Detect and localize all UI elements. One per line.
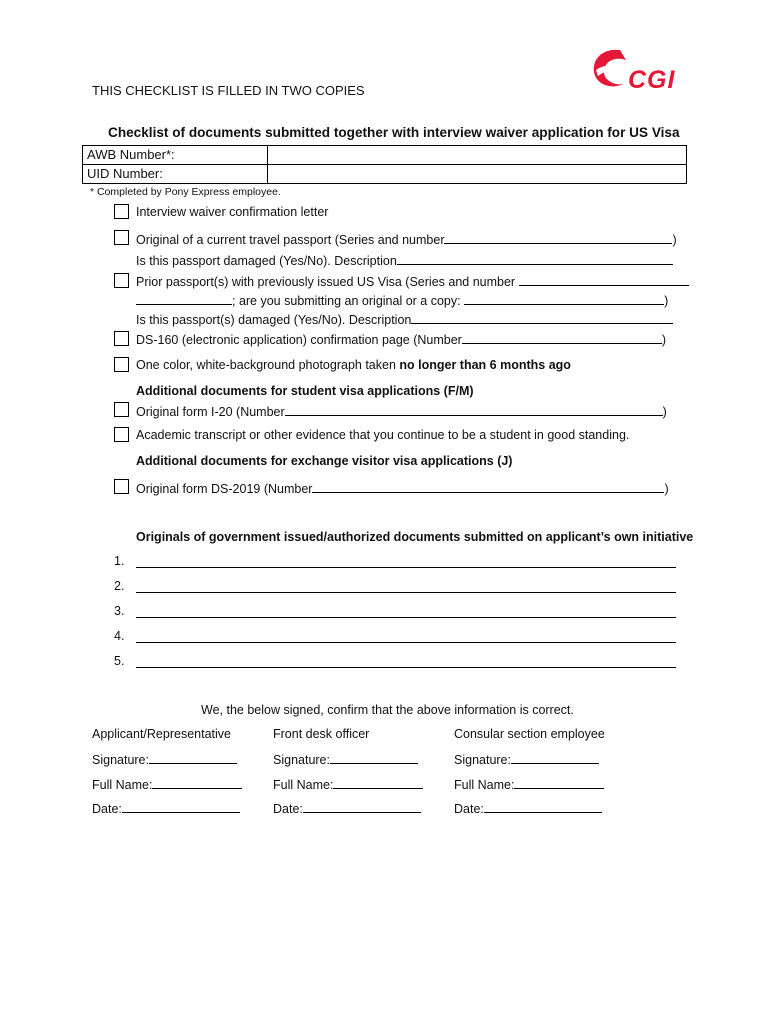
col3-date — [454, 800, 602, 816]
col2-title: Front desk officer — [273, 727, 370, 741]
prior-passport-cont-label: ; are you submitting an original or a copy: — [232, 294, 461, 308]
list-number: 4. — [114, 629, 125, 643]
item-prior-passport — [136, 273, 689, 289]
item-interview-waiver: Interview waiver confirmation letter — [136, 205, 329, 219]
prior-passport-line[interactable] — [519, 273, 689, 286]
list-number: 5. — [114, 654, 125, 668]
closing-paren: ) — [664, 294, 669, 308]
item-transcript: Academic transcript or other evidence that you continue to be a student in good standing. — [136, 428, 630, 442]
full-name-label: Full Name: — [273, 778, 334, 792]
prior-passport-line-2[interactable] — [136, 292, 232, 305]
i20-number-line[interactable] — [285, 403, 663, 416]
item-i20 — [136, 403, 667, 419]
col3-title: Consular section employee — [454, 727, 605, 741]
prior-passport-label: Prior passport(s) with previously issued US Visa (Series and number — [136, 275, 516, 289]
uid-label: UID Number: — [83, 165, 268, 184]
date-line[interactable] — [122, 800, 240, 813]
date-line[interactable] — [303, 800, 421, 813]
exchange-heading: Additional documents for exchange visitor visa applications (J) — [136, 454, 513, 468]
checkbox-i20[interactable] — [114, 402, 129, 417]
list-number: 3. — [114, 604, 125, 618]
signature-label: Signature: — [92, 753, 149, 767]
col2-date — [273, 800, 421, 816]
cgi-logo — [588, 44, 684, 100]
item-ds2019 — [136, 480, 669, 496]
col2-signature — [273, 751, 418, 767]
photo-bold: no longer than 6 months ago — [399, 358, 571, 372]
i20-label: Original form I-20 (Number — [136, 405, 285, 419]
list-number: 2. — [114, 579, 125, 593]
passport-damaged-label: Is this passport damaged (Yes/No). Description — [136, 254, 397, 268]
col1-signature — [92, 751, 237, 767]
signature-line[interactable] — [330, 751, 418, 764]
item-prior-passport-cont — [136, 292, 668, 308]
prior-damaged-line[interactable] — [411, 311, 673, 324]
awb-label: AWB Number*: — [83, 146, 268, 165]
uid-field[interactable] — [268, 165, 687, 184]
signature-line[interactable] — [149, 751, 237, 764]
originals-heading: Originals of government issued/authorized documents submitted on applicant’s own initiative — [136, 530, 694, 544]
closing-paren: ) — [672, 233, 677, 247]
cgi-swoosh-icon — [590, 46, 630, 92]
signature-label: Signature: — [454, 753, 511, 767]
originals-line-1[interactable] — [136, 566, 676, 568]
ds2019-label: Original form DS-2019 (Number — [136, 482, 313, 496]
col1-date — [92, 800, 240, 816]
signature-line[interactable] — [511, 751, 599, 764]
ds160-number-line[interactable] — [462, 331, 662, 344]
originals-line-3[interactable] — [136, 616, 676, 618]
item-passport — [136, 231, 677, 247]
logo-text: CGI — [628, 66, 676, 94]
signature-label: Signature: — [273, 753, 330, 767]
checkbox-photo[interactable] — [114, 357, 129, 372]
date-label: Date: — [273, 802, 303, 816]
ds160-label: DS-160 (electronic application) confirmation page (Number — [136, 333, 462, 347]
full-name-label: Full Name: — [454, 778, 515, 792]
col3-signature — [454, 751, 599, 767]
col3-full-name — [454, 776, 604, 792]
checkbox-interview-waiver[interactable] — [114, 204, 129, 219]
awb-field[interactable] — [268, 146, 687, 165]
list-number: 1. — [114, 554, 125, 568]
full-name-line[interactable] — [514, 776, 604, 789]
date-line[interactable] — [484, 800, 602, 813]
originals-line-2[interactable] — [136, 591, 676, 593]
originals-line-5[interactable] — [136, 666, 676, 668]
date-label: Date: — [454, 802, 484, 816]
checkbox-prior-passport[interactable] — [114, 273, 129, 288]
item-photo — [136, 358, 571, 372]
ds2019-number-line[interactable] — [312, 480, 664, 493]
copies-notice: THIS CHECKLIST IS FILLED IN TWO COPIES — [92, 83, 365, 98]
col1-title: Applicant/Representative — [92, 727, 231, 741]
item-ds160 — [136, 331, 666, 347]
closing-paren: ) — [664, 482, 669, 496]
originals-line-4[interactable] — [136, 641, 676, 643]
full-name-line[interactable] — [152, 776, 242, 789]
footnote: * Completed by Pony Express employee. — [90, 186, 281, 198]
closing-paren: ) — [662, 405, 667, 419]
passport-number-line[interactable] — [444, 231, 672, 244]
col1-full-name — [92, 776, 242, 792]
page-title: Checklist of documents submitted together with interview waiver application for US Visa — [108, 125, 680, 140]
col2-full-name — [273, 776, 423, 792]
photo-label: One color, white-background photograph taken — [136, 358, 396, 372]
checkbox-ds2019[interactable] — [114, 479, 129, 494]
date-label: Date: — [92, 802, 122, 816]
checkbox-passport[interactable] — [114, 230, 129, 245]
student-heading: Additional documents for student visa applications (F/M) — [136, 384, 474, 398]
closing-paren: ) — [661, 333, 667, 347]
full-name-label: Full Name: — [92, 778, 153, 792]
passport-label: Original of a current travel passport (Series and number — [136, 233, 445, 247]
checkbox-transcript[interactable] — [114, 427, 129, 442]
full-name-line[interactable] — [333, 776, 423, 789]
checkbox-ds160[interactable] — [114, 331, 129, 346]
original-or-copy-line[interactable] — [464, 292, 664, 305]
item-prior-damaged — [136, 311, 673, 327]
prior-damaged-label: Is this passport(s) damaged (Yes/No). Description — [136, 313, 412, 327]
id-table — [82, 145, 687, 184]
passport-damaged-line[interactable] — [397, 252, 673, 265]
confirmation-text: We, the below signed, confirm that the above information is correct. — [201, 703, 574, 717]
item-passport-damaged — [136, 252, 673, 268]
